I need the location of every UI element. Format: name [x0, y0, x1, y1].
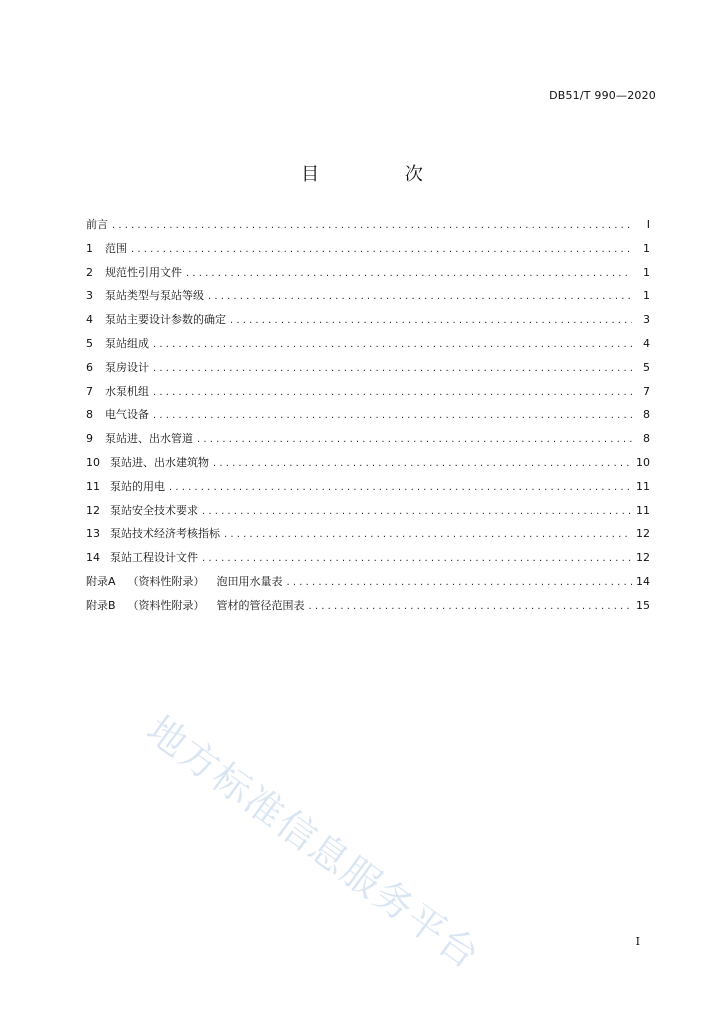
- toc-entry-number: 13: [86, 527, 100, 541]
- toc-dot-leader: [224, 529, 632, 540]
- toc-dot-leader: [197, 434, 632, 445]
- toc-dot-leader: [169, 482, 632, 493]
- toc-entry-title: 规范性引用文件: [105, 265, 182, 279]
- toc-dot-leader: [153, 339, 632, 350]
- toc-entry-page: 5: [643, 360, 650, 374]
- toc-entry-title: 泵站安全技术要求: [110, 503, 198, 517]
- toc-entry-number: 6: [86, 360, 93, 374]
- toc-entry-title: 水泵机组: [105, 384, 149, 398]
- toc-entry[interactable]: [86, 573, 650, 597]
- toc-entry-title: 泵站进、出水建筑物: [110, 455, 209, 469]
- toc-entry-title: 泵站工程设计文件: [110, 551, 198, 565]
- table-of-contents: [86, 216, 650, 621]
- toc-entry[interactable]: [86, 287, 650, 311]
- toc-entry-title: 管材的管径范围表: [216, 598, 305, 612]
- toc-dot-leader: [131, 244, 632, 255]
- toc-entry[interactable]: [86, 430, 650, 454]
- toc-entry-number: 8: [86, 408, 93, 422]
- toc-entry[interactable]: [86, 454, 650, 478]
- toc-entry-page: 3: [643, 313, 650, 327]
- toc-entry-number: 14: [86, 551, 100, 565]
- toc-entry-number: 9: [86, 432, 93, 446]
- toc-entry-title: 电气设备: [105, 408, 149, 422]
- toc-entry-page: 1: [643, 265, 650, 279]
- toc-entry-page: 8: [643, 432, 650, 446]
- toc-entry-number: 2: [86, 265, 93, 279]
- toc-entry[interactable]: [86, 359, 650, 383]
- toc-dot-leader: [213, 458, 632, 469]
- toc-entry-title: 泵站主要设计参数的确定: [105, 313, 226, 327]
- toc-entry-number: 11: [86, 479, 100, 493]
- toc-entry-page: I: [646, 218, 650, 231]
- toc-entry-title: 前言: [86, 218, 108, 231]
- toc-entry-title: 泵站技术经济考核指标: [110, 527, 220, 541]
- page-title: 目 次: [301, 164, 463, 185]
- toc-entry-title: 范围: [105, 241, 127, 255]
- toc-entry[interactable]: [86, 216, 650, 240]
- toc-dot-leader: [153, 363, 632, 374]
- toc-entry-number: 5: [86, 336, 93, 350]
- toc-dot-leader: [112, 220, 632, 231]
- toc-dot-leader: [287, 577, 632, 588]
- toc-entry[interactable]: [86, 335, 650, 359]
- toc-entry[interactable]: [86, 525, 650, 549]
- toc-entry-number: 3: [86, 289, 93, 303]
- toc-entry[interactable]: [86, 478, 650, 502]
- toc-entry-appendix-type: （资料性附录）: [127, 574, 205, 588]
- toc-entry[interactable]: [86, 264, 650, 288]
- toc-entry-page: 7: [643, 384, 650, 398]
- toc-entry-title: 泵站的用电: [110, 479, 165, 493]
- toc-entry-page: 15: [636, 598, 650, 612]
- toc-entry-page: 11: [636, 503, 650, 517]
- toc-entry-page: 12: [636, 551, 650, 565]
- toc-dot-leader: [208, 291, 632, 302]
- toc-entry-number: 7: [86, 384, 93, 398]
- toc-entry[interactable]: [86, 502, 650, 526]
- toc-dot-leader: [153, 410, 632, 421]
- toc-entry-page: 8: [643, 408, 650, 422]
- toc-entry-title: 泵站类型与泵站等级: [105, 289, 204, 303]
- toc-entry-number: 10: [86, 455, 100, 469]
- toc-entry-title: 泵房设计: [105, 360, 149, 374]
- toc-entry-number: 1: [86, 241, 93, 255]
- toc-entry-page: 11: [636, 479, 650, 493]
- toc-entry[interactable]: [86, 240, 650, 264]
- toc-entry-number: 4: [86, 313, 93, 327]
- toc-entry[interactable]: [86, 406, 650, 430]
- toc-entry-page: 1: [643, 289, 650, 303]
- toc-dot-leader: [202, 553, 632, 564]
- toc-entry-number: 附录A: [86, 574, 116, 588]
- toc-entry-title: 泡田用水量表: [216, 574, 283, 588]
- toc-entry-number: 附录B: [86, 598, 116, 612]
- toc-entry-title: 泵站进、出水管道: [105, 432, 193, 446]
- toc-dot-leader: [202, 506, 632, 517]
- toc-entry-page: 14: [636, 574, 650, 588]
- toc-entry[interactable]: [86, 549, 650, 573]
- toc-entry-page: 10: [636, 455, 650, 469]
- toc-entry-page: 12: [636, 527, 650, 541]
- toc-entry-appendix-type: （资料性附录）: [127, 598, 205, 612]
- toc-entry-number: 12: [86, 503, 100, 517]
- page-number: I: [635, 935, 640, 948]
- toc-entry[interactable]: [86, 311, 650, 335]
- toc-entry-page: 4: [643, 336, 650, 350]
- document-code: DB51/T 990—2020: [549, 89, 656, 102]
- toc-dot-leader: [186, 268, 632, 279]
- watermark: 地方标准信息服务平台: [138, 707, 489, 979]
- toc-entry[interactable]: [86, 383, 650, 407]
- toc-dot-leader: [153, 387, 632, 398]
- toc-dot-leader: [309, 601, 632, 612]
- toc-entry-page: 1: [643, 241, 650, 255]
- toc-entry[interactable]: [86, 597, 650, 621]
- toc-entry-title: 泵站组成: [105, 336, 149, 350]
- toc-dot-leader: [230, 315, 632, 326]
